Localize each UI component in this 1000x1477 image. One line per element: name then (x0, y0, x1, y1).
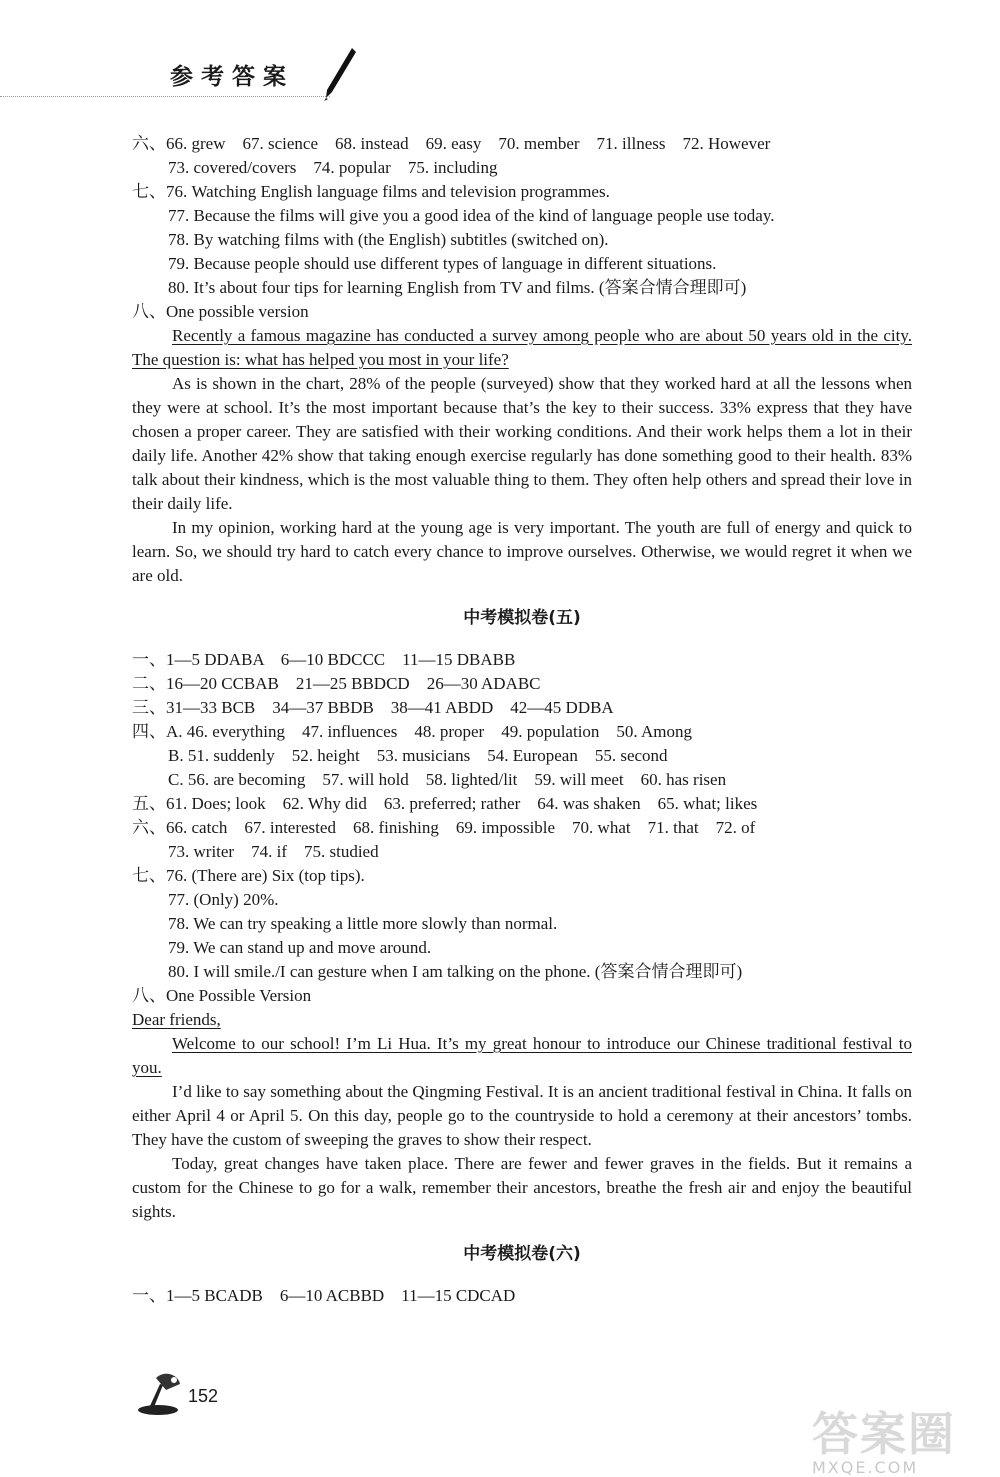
watermark-logo (812, 1398, 956, 1477)
answer-line: B. 51. suddenly 52. height 53. musicians 54. European 55. second (168, 746, 668, 765)
answer-content (132, 132, 912, 1308)
header-title: 参考答案 (170, 64, 294, 90)
answer-line: 五、61. Does; look 62. Why did 63. preferred; rather 64. was shaken 65. what; likes (132, 794, 758, 813)
essay-paragraph: As is shown in the chart, 28% of the people (surveyed) show that they worked hard at all the lessons when they were at school. It’s the most important because that’s the key to their success. 33% express that they have chosen a proper career. They are satisfied with their working conditions. And their work helps them a lot in their daily life. Another 42% show that taking enough exercise regularly has done something good to their health. 83% talk about their kindness, which is the most valuable thing to them. They often help others and spread their love in their daily life. (132, 374, 912, 513)
answer-line: 80. I will smile./I can gesture when I am talking on the phone. (答案合情合理即可) (168, 962, 743, 981)
answer-line: 二、16—20 CCBAB 21—25 BBDCD 26—30 ADABC (132, 674, 541, 693)
answer-line: 三、31—33 BCB 34—37 BBDB 38—41 ABDD 42—45 DDBA (132, 698, 614, 717)
section-title: 中考模拟卷(六) (463, 1244, 581, 1264)
answer-line: 79. Because people should use different types of language in different situations. (168, 254, 717, 273)
answer-line: 73. writer 74. if 75. studied (168, 842, 379, 861)
answer-line: C. 56. are becoming 57. will hold 58. lighted/lit 59. will meet 60. has risen (168, 770, 727, 789)
answer-line: 八、One Possible Version (132, 986, 312, 1005)
answer-line: 一、1—5 BCADB 6—10 ACBBD 11—15 CDCAD (132, 1286, 516, 1305)
watermark-url: MXQE.COM (812, 1458, 919, 1477)
answer-line: 四、A. 46. everything 47. influences 48. proper 49. population 50. Among (132, 722, 692, 741)
answer-line: 八、One possible version (132, 302, 309, 321)
page-number: 152 (188, 1386, 219, 1406)
header-rule (0, 96, 330, 97)
answer-line: 77. (Only) 20%. (168, 890, 279, 909)
answer-line: 79. We can stand up and move around. (168, 938, 432, 957)
section-title: 中考模拟卷(五) (463, 608, 581, 628)
letter-greeting: Dear friends, (132, 1010, 221, 1029)
answer-line: 78. We can try speaking a little more slowly than normal. (168, 914, 558, 933)
answer-line: 80. It’s about four tips for learning English from TV and films. (答案合情合理即可) (168, 278, 747, 297)
answer-line: 77. Because the films will give you a good idea of the kind of language people use today. (168, 206, 775, 225)
answer-line: 一、1—5 DDABA 6—10 BDCCC 11—15 DBABB (132, 650, 516, 669)
answer-line: 七、76. Watching English language films and television programmes. (132, 182, 610, 201)
letter-opening: Welcome to our school! I’m Li Hua. It’s my great honour to introduce our Chinese traditional festival to you. (132, 1034, 912, 1077)
answer-line: 七、76. (There are) Six (top tips). (132, 866, 365, 885)
answer-line: 六、66. grew 67. science 68. instead 69. easy 70. member 71. illness 72. However (132, 134, 771, 153)
essay-opening: Recently a famous magazine has conducted a survey among people who are about 50 years old in the city. The question is: what has helped you most in your life? (132, 326, 912, 369)
answer-line: 73. covered/covers 74. popular 75. including (168, 158, 498, 177)
letter-paragraph: I’d like to say something about the Qingming Festival. It is an ancient traditional festival in China. It falls on either April 4 or April 5. On this day, people go to the countryside to hold a ceremony at their ancestors’ tombs. They have the custom of sweeping the graves to show their respect. (132, 1082, 912, 1149)
pen-icon (322, 46, 356, 102)
answer-line: 78. By watching films with (the English) subtitles (switched on). (168, 230, 609, 249)
watermark-text: 答案圈 (812, 1407, 956, 1461)
letter-paragraph: Today, great changes have taken place. There are fewer and fewer graves in the fields. But it remains a custom for the Chinese to go for a walk, remember their ancestors, breathe the fresh air and enjoy the beautiful sights. (132, 1154, 912, 1221)
essay-paragraph: In my opinion, working hard at the young age is very important. The youth are full of energy and quick to learn. So, we should try hard to catch every chance to improve ourselves. Otherwise, we would regret it when we are old. (132, 518, 912, 585)
lamp-icon (136, 1370, 186, 1416)
answer-line: 六、66. catch 67. interested 68. finishing 69. impossible 70. what 71. that 72. of (132, 818, 756, 837)
